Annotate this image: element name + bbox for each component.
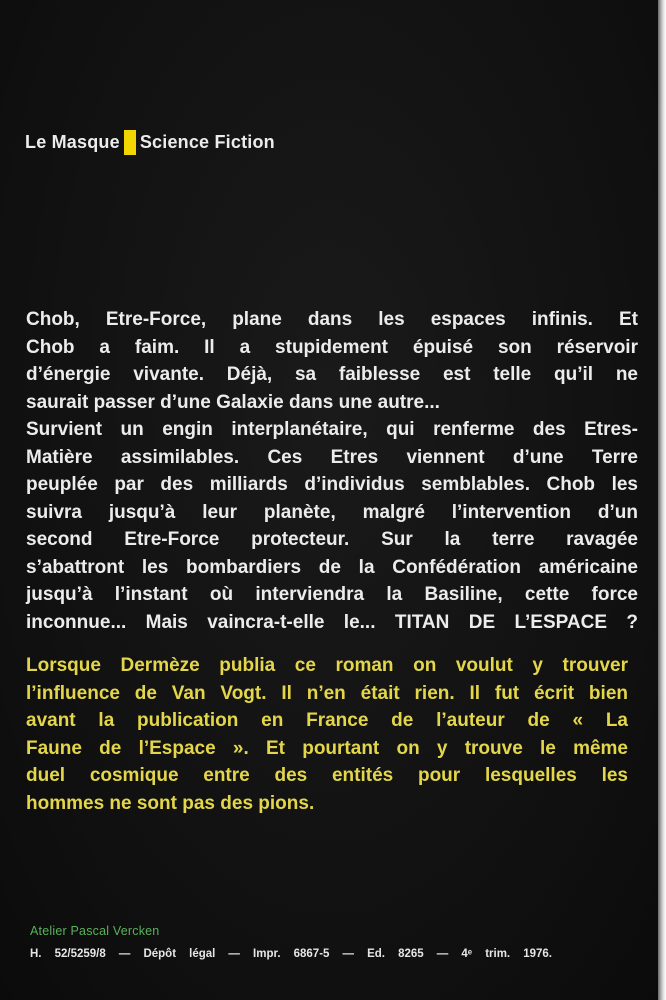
synopsis-line: Matière assimilables. Ces Etres viennent d’une Terre [26, 446, 638, 468]
series-name-right: Science Fiction [139, 132, 275, 152]
synopsis-line: saurait passer d’une Galaxie dans une autre... [26, 391, 440, 413]
note-line: avant la publication en France de l’auteur de « La [26, 710, 628, 731]
note-line: Faune de l’Espace ». Et pourtant on y trouve le même [26, 737, 628, 759]
note-line: Lorsque Dermèze publia ce roman on voulut y trouver [26, 655, 628, 676]
synopsis-line: peuplée par des milliards d’individus semblables. Chob les [26, 474, 638, 495]
page-edge-shadow [658, 0, 666, 1000]
synopsis-line: s’abattront les bombardiers de la Confédération américaine [26, 556, 638, 578]
synopsis-line: jusqu’à l’instant où interviendra la Basiline, cette force [26, 584, 638, 605]
synopsis-line: Chob a faim. Il a stupidement épuisé son réservoir [26, 336, 638, 358]
synopsis-line: Survient un engin interplanétaire, qui renferme des Etres- [26, 419, 638, 440]
note-line: l’influence de Van Vogt. Il n’en était rien. Il fut écrit bien [26, 682, 628, 704]
series-separator-bar [124, 130, 136, 155]
synopsis-line: inconnue... Mais vaincra-t-elle le... TITAN DE L’ESPACE ? [26, 611, 638, 633]
legal-deposit-line: H. 52/5259/8 — Dépôt légal — Impr. 6867-5 — Ed. 8265 — 4ᵉ trim. 1976. [30, 948, 552, 960]
synopsis-paragraph [26, 306, 638, 636]
synopsis-line: second Etre-Force protecteur. Sur la terre ravagée [26, 529, 638, 550]
synopsis-line: suivra jusqu’à leur planète, malgré l’intervention d’un [26, 501, 638, 523]
series-name-left: Le Masque [25, 132, 120, 152]
note-line: duel cosmique entre des entités pour lesquelles les [26, 765, 628, 786]
editorial-note-paragraph [26, 652, 628, 817]
note-line: hommes ne sont pas des pions. [26, 792, 315, 814]
cover-artist-credit: Atelier Pascal Vercken [30, 924, 160, 938]
series-label [25, 130, 275, 155]
synopsis-line: d’énergie vivante. Déjà, sa faiblesse est telle qu’il ne [26, 364, 638, 385]
synopsis-line: Chob, Etre-Force, plane dans les espaces infinis. Et [26, 309, 638, 330]
